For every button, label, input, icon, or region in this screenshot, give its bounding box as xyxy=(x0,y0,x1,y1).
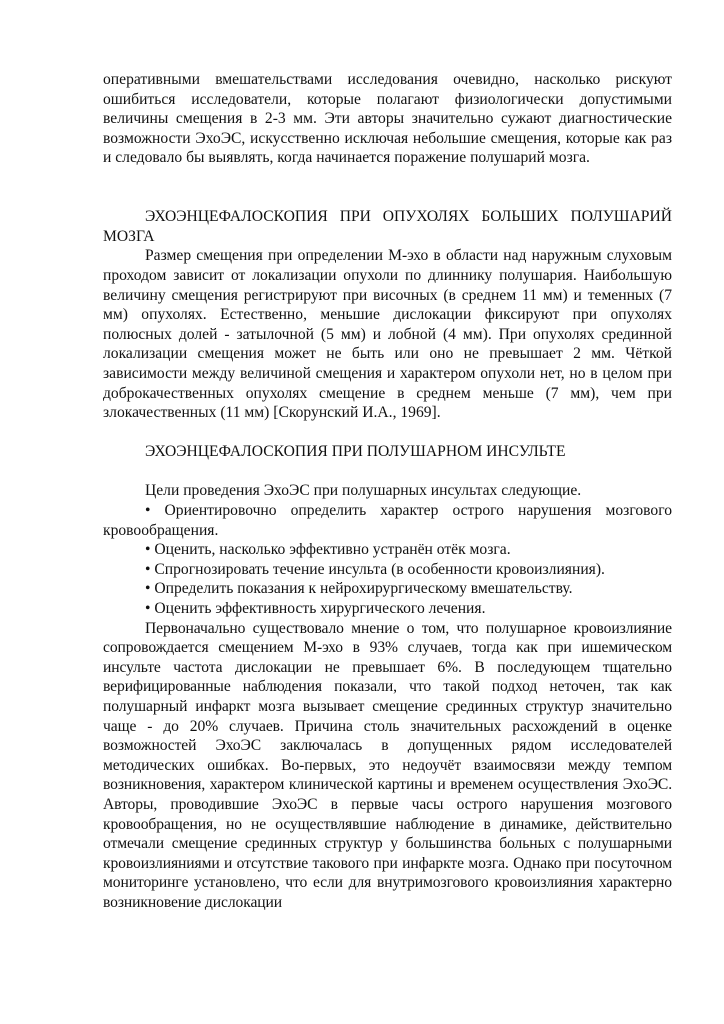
section-heading-tumors: ЭХОЭНЦЕФАЛОСКОПИЯ ПРИ ОПУХОЛЯХ БОЛЬШИХ ПОЛУШАРИЙ МОЗГА xyxy=(103,208,672,245)
goal-item: • Ориентировочно определить характер острого нарушения мозгового кровообращения. xyxy=(103,502,672,539)
goal-item: • Оценить эффективность хирургического лечения. xyxy=(145,600,486,618)
spacer xyxy=(103,188,672,208)
document-page xyxy=(103,70,672,913)
goal-item: • Спрогнозировать течение инсульта (в особенности кровоизлияния). xyxy=(145,560,605,578)
intro-paragraph: оперативными вмешательствами исследования очевидно, насколько рискуют ошибиться исследователи, которые полагают физиологически допустимыми величины смещения в 2-3 мм. Эти авторы значительно сужают диагностические возможности ЭхоЭС, искусственно исключая небольшие смещения, которые как раз и следовало бы выявлять, когда начинается поражение полушарий мозга. xyxy=(103,71,672,167)
tumors-paragraph: Размер смещения при определении М-эхо в области над наружным слуховым проходом зависит от локализации опухоли по длиннику полушария. Наибольшую величину смещения регистрируют при височных (в среднем 11 мм) и теменных (7 мм) опухолях. Естественно, меньшие дислокации фиксируют при опухолях полюсных долей - затылочной (5 мм) и лобной (4 мм). При опухолях срединной локализации смещения может не быть или оно не превышает 2 мм. Чёткой зависимости между величиной смещения и характером опухоли нет, но в целом при доброкачественных опухолях смещение в среднем меньше (7 мм), чем при злокачественных (11 мм) [Скорунский И.А., 1969]. xyxy=(103,247,672,422)
spacer xyxy=(103,462,672,482)
section-heading-stroke: ЭХОЭНЦЕФАЛОСКОПИЯ ПРИ ПОЛУШАРНОМ ИНСУЛЬТЕ xyxy=(145,443,566,461)
goal-item: • Оценить, насколько эффективно устранён отёк мозга. xyxy=(145,541,511,559)
goals-intro: Цели проведения ЭхоЭС при полушарных инсультах следующие. xyxy=(145,482,582,500)
stroke-paragraph: Первоначально существовало мнение о том, что полушарное кровоизлияние сопровождается смещением М-эхо в 93% случаев, тогда как при ишемическом инсульте частота дислокации не превышает 6%. В последующем тщательно верифицированные наблюдения показали, что такой подход неточен, так как полушарный инфаркт мозга вызывает смещение срединных структур значительно чаще - до 20% случаев. Причина столь значительных расхождений в оценке возможностей ЭхоЭС заключалась в допущенных рядом исследователей методических ошибках. Во-первых, это недоучёт взаимосвязи между темпом возникновения, характером клинической картины и временем осуществления ЭхоЭС. Авторы, проводившие ЭхоЭС в первые часы острого нарушения мозгового кровообращения, но не осуществлявшие наблюдение в динамике, действительно отмечали смещение срединных структур у большинства больных с полушарными кровоизлияниями и отсутствие такового при инфаркте мозга. Однако при посуточном мониторинге установлено, что если для внутримозгового кровоизлияния характерно возникновение дислокации xyxy=(103,619,672,911)
spacer xyxy=(103,423,672,443)
spacer xyxy=(103,168,672,188)
goal-item: • Определить показания к нейрохирургическому вмешательству. xyxy=(145,580,573,598)
